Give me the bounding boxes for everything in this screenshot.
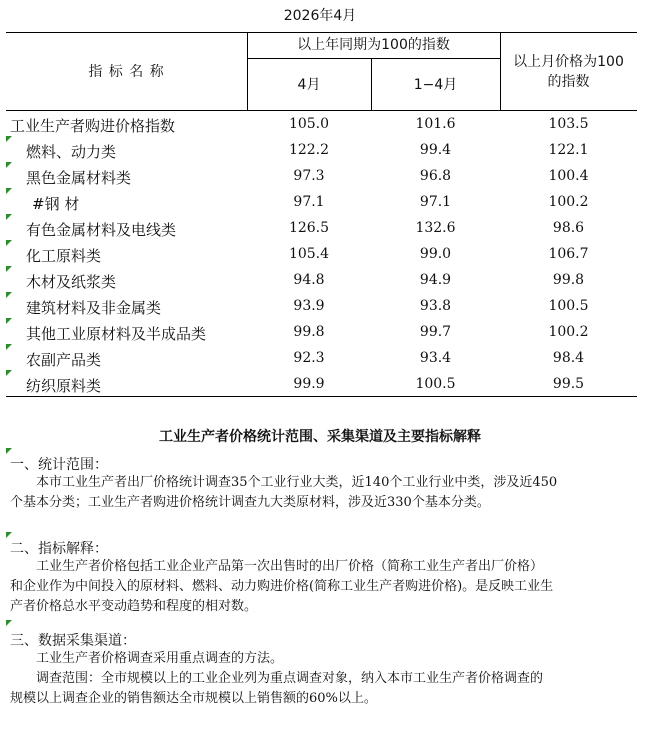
cell-jan-apr: 94.9: [419, 272, 452, 288]
green-marker-icon: [6, 370, 12, 376]
green-marker-icon: [6, 620, 12, 626]
cell-jan-apr: 99.0: [419, 246, 452, 262]
section-definition-title: 二、指标解释：: [10, 541, 108, 557]
row-label: 木材及纸浆类: [26, 273, 117, 291]
table-top-rule: [6, 32, 637, 33]
cell-april: 93.9: [293, 298, 325, 314]
cell-mom: 100.2: [548, 324, 589, 340]
section-scope-text: 个基本分类；工业生产者购进价格统计调查九大类原材料，涉及近330个基本分类。: [10, 495, 490, 510]
cell-jan-apr: 101.6: [415, 116, 456, 132]
row-label: 黑色金属材料类: [26, 169, 132, 187]
cell-april: 99.8: [293, 324, 325, 340]
green-marker-icon: [6, 162, 12, 168]
green-marker-icon: [6, 318, 12, 324]
cell-jan-apr: 93.4: [419, 350, 452, 366]
cell-jan-apr: 132.6: [415, 220, 456, 236]
cell-mom: 100.4: [548, 168, 589, 184]
notes-title: 工业生产者价格统计范围、采集渠道及主要指标解释: [159, 429, 481, 445]
green-marker-icon: [6, 292, 12, 298]
cell-april: 97.3: [293, 168, 325, 184]
row-label: 有色金属材料及电线类: [26, 221, 177, 239]
section-collection-title: 三、数据采集渠道：: [10, 633, 136, 649]
section-definition-line: [10, 557, 630, 577]
section-definition-text: 产者价格总水平变动趋势和程度的相对数。: [10, 599, 258, 614]
price-index-table: [6, 32, 637, 398]
row-label: 建筑材料及非金属类: [26, 299, 162, 317]
header-mom-line1: 以上月价格为100: [513, 54, 624, 70]
header-april: 4月: [297, 77, 321, 93]
header-yoy: 以上年同期为100的指数: [297, 37, 450, 53]
row-label: 工业生产者购进价格指数: [10, 117, 176, 135]
green-marker-icon: [6, 240, 12, 246]
section-definition-text: 和企业作为中间投入的原材料、燃料、动力购进价格(简称工业生产者购进价格)。是反映工业生: [10, 579, 554, 594]
cell-april: 99.9: [293, 376, 325, 392]
cell-jan-apr: 99.7: [419, 324, 452, 340]
cell-jan-apr: 99.4: [419, 142, 452, 158]
cell-mom: 99.5: [552, 376, 585, 392]
section-scope-line: [10, 473, 630, 493]
row-label: 农副产品类: [26, 351, 102, 369]
section-collection-text: 工业生产者价格调查采用重点调查的方法。: [36, 651, 284, 666]
report-date: 2026年4月: [283, 8, 357, 24]
cell-mom: 106.7: [548, 246, 589, 262]
cell-mom: 122.1: [548, 142, 589, 158]
section-collection-line: [10, 649, 630, 669]
header-indicator-name: 指 标 名 称: [88, 64, 165, 80]
row-label: #钢 材: [32, 195, 80, 213]
row-label: 化工原料类: [26, 247, 102, 265]
cell-april: 105.0: [288, 116, 330, 132]
cell-mom: 100.5: [548, 298, 589, 314]
green-marker-icon: [6, 344, 12, 350]
header-mid-rule: [247, 58, 500, 59]
table-bottom-rule: [6, 396, 637, 397]
cell-jan-apr: 93.8: [419, 298, 452, 314]
cell-mom: 103.5: [548, 116, 589, 132]
green-marker-icon: [6, 188, 12, 194]
cell-mom: 98.4: [552, 350, 585, 366]
cell-april: 126.5: [288, 220, 330, 236]
cell-jan-apr: 96.8: [419, 168, 452, 184]
cell-jan-apr: 100.5: [415, 376, 456, 392]
header-jan-apr: 1−4月: [413, 77, 458, 93]
section-collection-text: 调查范围：全市规模以上的工业企业列为重点调查对象，纳入本市工业生产者价格调查的: [36, 671, 544, 686]
section-scope-text: 本市工业生产者出厂价格统计调查35个工业行业大类，近140个工业行业中类，涉及近450: [36, 475, 558, 490]
cell-april: 122.2: [288, 142, 330, 158]
cell-mom: 98.6: [552, 220, 585, 236]
green-marker-icon: [6, 136, 12, 142]
cell-mom: 100.2: [548, 194, 589, 210]
cell-jan-apr: 97.1: [419, 194, 452, 210]
row-label: 其他工业原材料及半成品类: [26, 325, 207, 343]
row-label: 燃料、动力类: [26, 143, 117, 161]
cell-april: 92.3: [293, 350, 325, 366]
section-scope-title: 一、统计范围：: [10, 457, 108, 473]
section-collection-line: [10, 669, 630, 689]
cell-april: 97.1: [293, 194, 325, 210]
section-collection-text: 规模以上调查企业的销售额达全市规模以上销售额的60%以上。: [10, 691, 377, 706]
green-marker-icon: [6, 266, 12, 272]
header-bottom-rule: [6, 110, 637, 111]
cell-april: 94.8: [293, 272, 325, 288]
cell-april: 105.4: [288, 246, 330, 262]
header-mom-line2: 的指数: [547, 74, 590, 90]
green-marker-icon: [6, 214, 12, 220]
section-definition-text: 工业生产者价格包括工业企业产品第一次出售时的出厂价格（简称工业生产者出厂价格）: [36, 559, 544, 574]
row-label: 纺织原料类: [26, 377, 102, 395]
cell-mom: 99.8: [552, 272, 585, 288]
